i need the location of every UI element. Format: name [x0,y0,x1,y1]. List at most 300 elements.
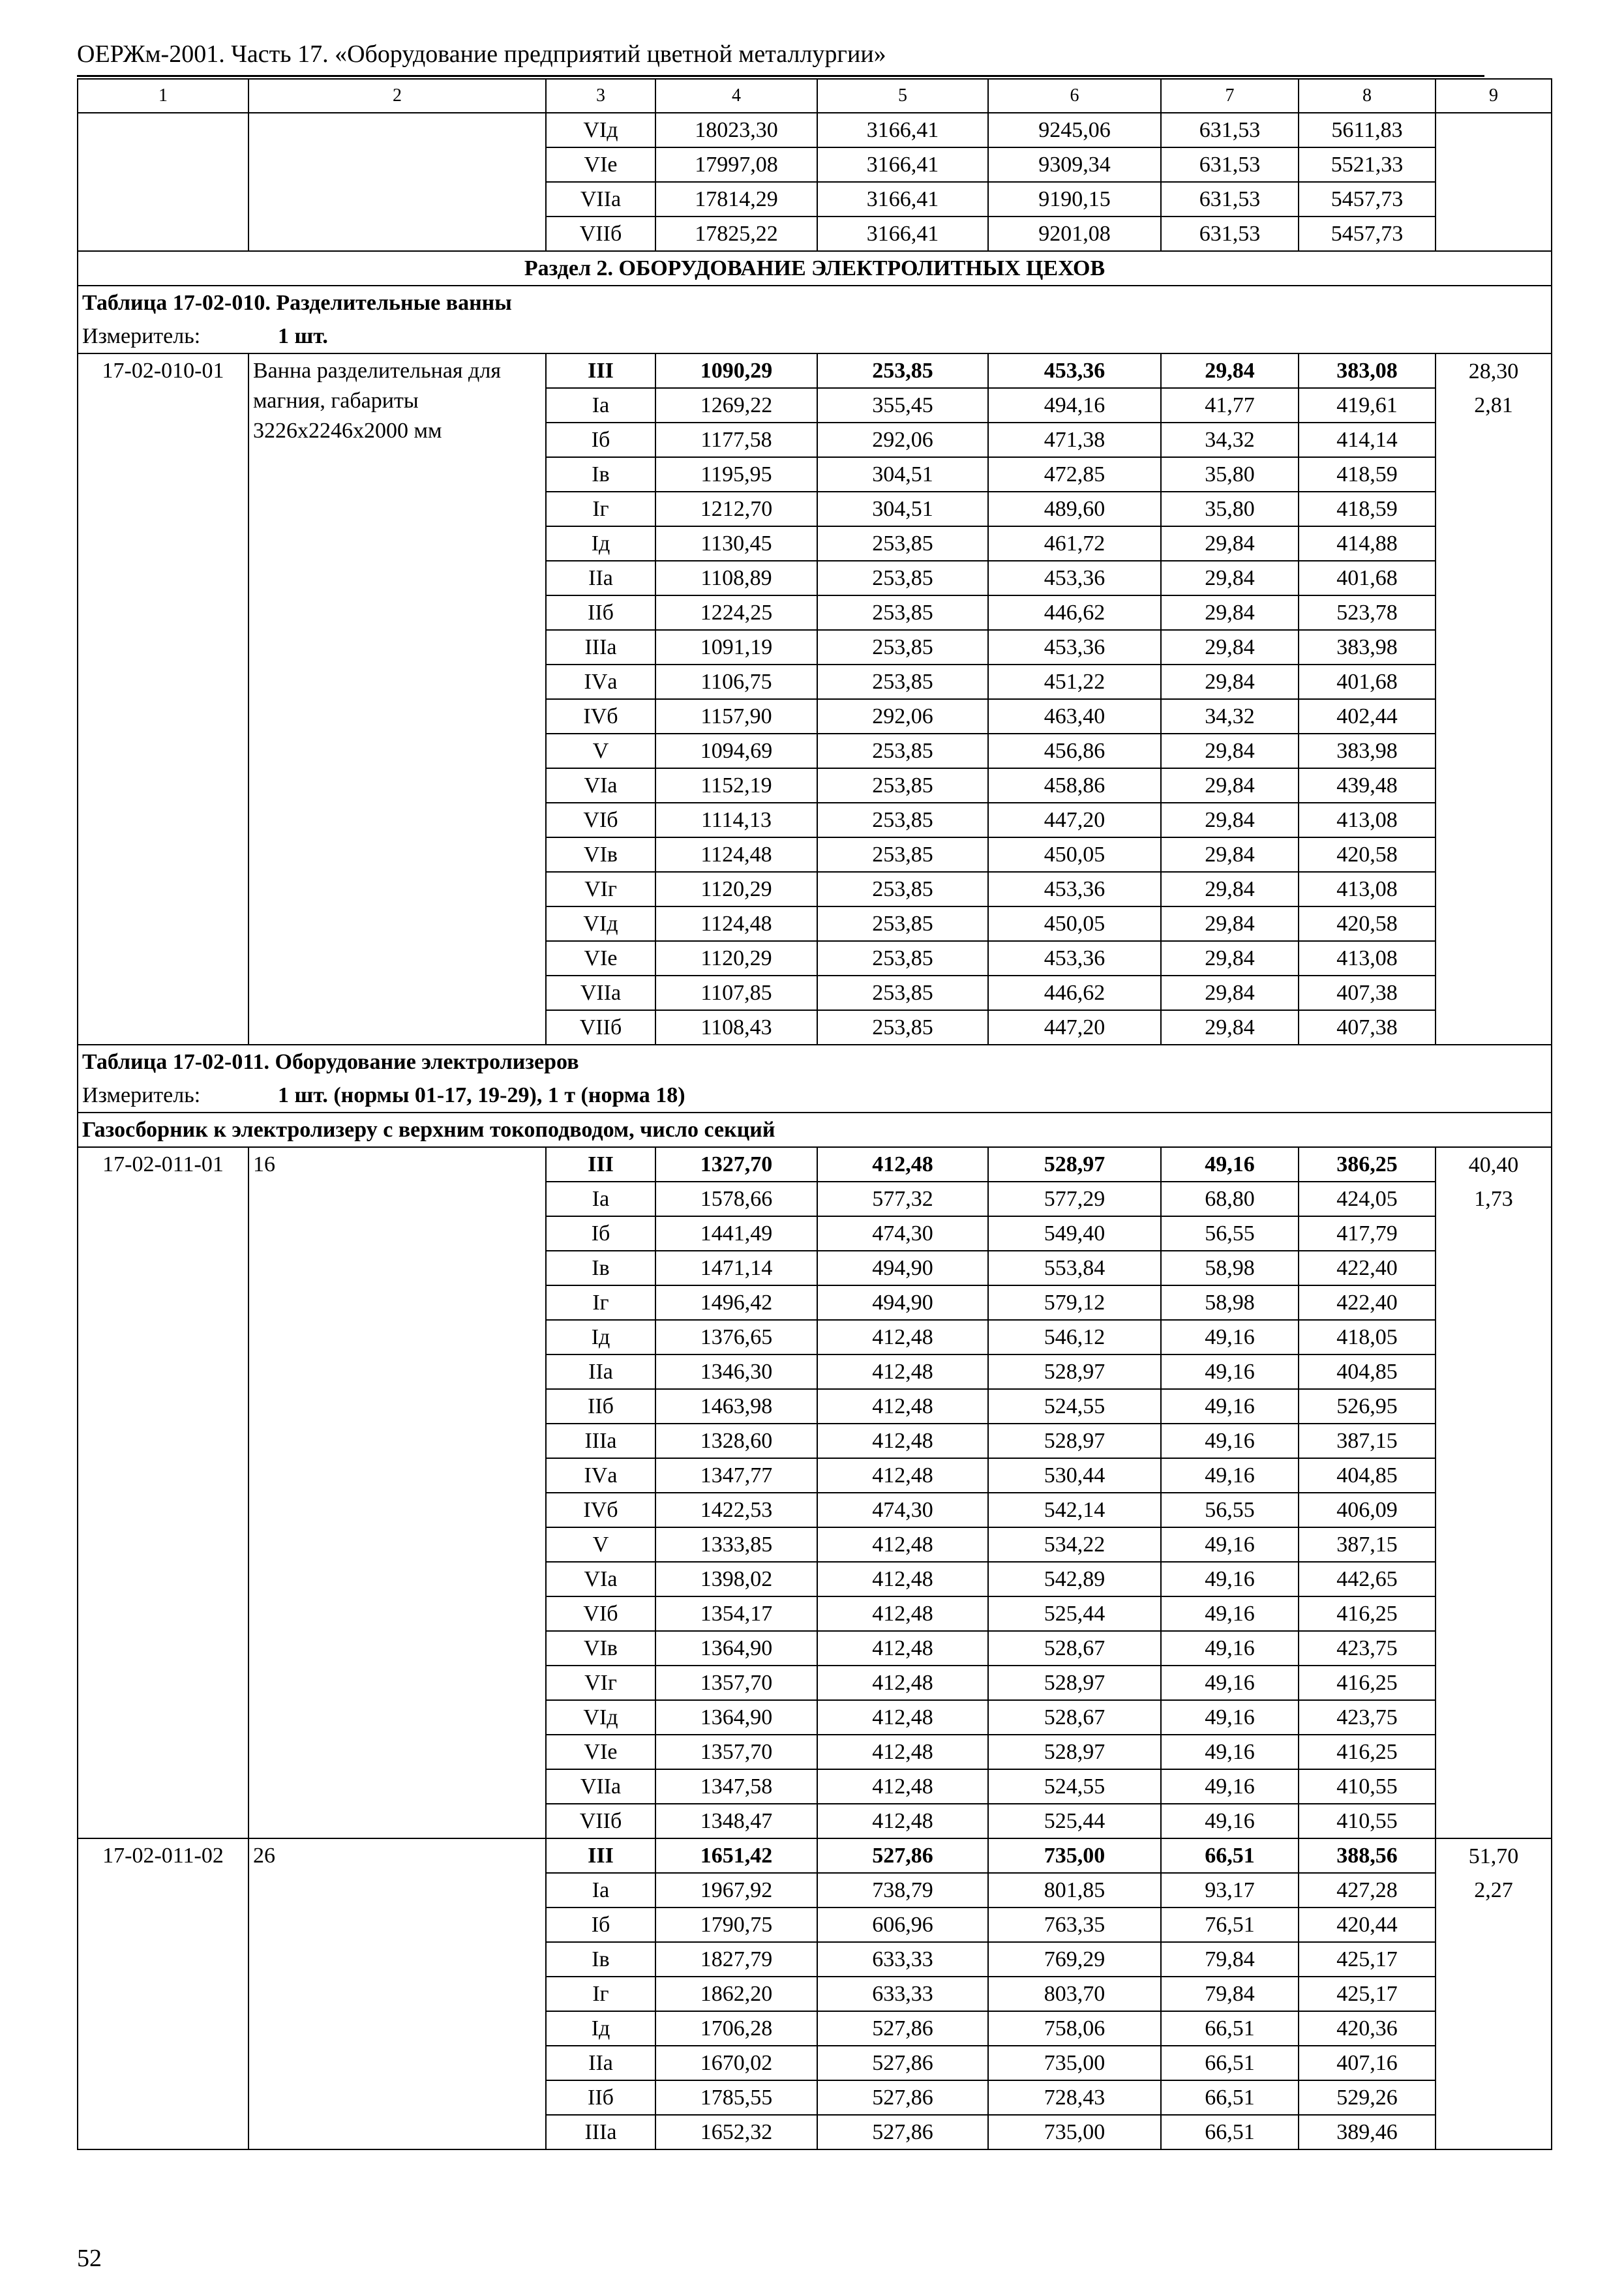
value-cell: 387,15 [1299,1424,1436,1458]
value-cell: 49,16 [1161,1389,1299,1424]
value-cell: 9190,15 [988,182,1161,217]
value-cell: 253,85 [817,595,988,630]
column-number: 1 [78,79,248,113]
value-cell: 633,33 [817,1942,988,1977]
zone-cell: IIIа [546,630,655,665]
value-cell: 29,84 [1161,561,1299,595]
zone-cell: VIе [546,941,655,976]
value-cell: 1157,90 [655,699,817,734]
column-number: 7 [1161,79,1299,113]
value-cell: 34,32 [1161,423,1299,457]
zone-cell: Iб [546,1908,655,1942]
value-cell: 5521,33 [1299,147,1436,182]
extra-value-cell [1436,1285,1552,1320]
norm-code: 17-02-011-01 [78,1147,248,1838]
value-cell: 1790,75 [655,1908,817,1942]
value-cell: 494,16 [988,388,1161,423]
value-cell: 3166,41 [817,113,988,147]
value-cell: 253,85 [817,837,988,872]
value-cell: 420,44 [1299,1908,1436,1942]
value-cell: 17814,29 [655,182,817,217]
value-cell: 427,28 [1299,1873,1436,1908]
extra-value-cell [1436,1804,1552,1838]
value-cell: 304,51 [817,457,988,492]
value-cell: 738,79 [817,1873,988,1908]
value-cell: 418,05 [1299,1320,1436,1354]
group-title-row [78,1113,1552,1147]
zone-cell: Iд [546,2011,655,2046]
value-cell: 801,85 [988,1873,1161,1908]
value-cell: 253,85 [817,561,988,595]
value-cell: 1152,19 [655,768,817,803]
zone-cell: VIв [546,837,655,872]
extra-value-cell [1436,1010,1552,1045]
value-cell: 401,68 [1299,561,1436,595]
value-cell: 1496,42 [655,1285,817,1320]
value-cell: 3166,41 [817,217,988,251]
value-cell: 474,30 [817,1216,988,1251]
value-cell: 18023,30 [655,113,817,147]
value-cell: 9201,08 [988,217,1161,251]
zone-cell: Iа [546,388,655,423]
value-cell: 49,16 [1161,1354,1299,1389]
value-cell: 1108,89 [655,561,817,595]
value-cell: 577,32 [817,1182,988,1216]
zone-cell: IIIа [546,2115,655,2149]
value-cell: 383,98 [1299,630,1436,665]
extra-value-cell [1436,595,1552,630]
group-title: Газосборник к электролизеру с верхним токоподводом, число секций [78,1113,1552,1147]
extra-value-cell [1436,423,1552,457]
value-cell: 253,85 [817,906,988,941]
value-cell: 292,06 [817,699,988,734]
zone-cell: VIIб [546,1010,655,1045]
value-cell: 525,44 [988,1804,1161,1838]
value-cell: 447,20 [988,1010,1161,1045]
zone-cell: III [546,353,655,388]
value-cell: 579,12 [988,1285,1161,1320]
value-cell: 735,00 [988,2115,1161,2149]
measure-value: 1 шт. (нормы 01-17, 19-29), 1 т (норма 18) [278,1083,685,1107]
zone-cell: V [546,734,655,768]
zone-cell: VIб [546,803,655,837]
value-cell: 29,84 [1161,665,1299,699]
zone-cell: VIIа [546,1769,655,1804]
zone-cell: VIд [546,113,655,147]
value-cell: 524,55 [988,1389,1161,1424]
extra-value-cell: 1,73 [1436,1182,1552,1216]
value-cell: 1195,95 [655,457,817,492]
extra-value-cell [1436,1908,1552,1942]
extra-value-cell: 28,30 [1436,353,1552,388]
value-cell: 1106,75 [655,665,817,699]
norm-name: 16 [248,1147,546,1838]
value-cell: 29,84 [1161,941,1299,976]
value-cell: 450,05 [988,906,1161,941]
zone-cell: VIIб [546,217,655,251]
value-cell: 489,60 [988,492,1161,526]
value-cell: 253,85 [817,941,988,976]
value-cell: 49,16 [1161,1769,1299,1804]
column-number: 3 [546,79,655,113]
running-header: ОЕРЖм-2001. Часть 17. «Оборудование предприятий цветной металлургии» [77,40,886,68]
table-title: Таблица 17-02-010. Разделительные ванны [78,286,1552,320]
value-cell: 58,98 [1161,1285,1299,1320]
value-cell: 5457,73 [1299,182,1436,217]
value-cell: 446,62 [988,595,1161,630]
value-cell: 453,36 [988,941,1161,976]
value-cell: 524,55 [988,1769,1161,1804]
value-cell: 1364,90 [655,1700,817,1735]
norms-table [77,78,1552,2150]
table-title-row [78,1045,1552,1079]
value-cell: 631,53 [1161,217,1299,251]
zone-cell: IVб [546,699,655,734]
value-cell: 1333,85 [655,1527,817,1562]
value-cell: 461,72 [988,526,1161,561]
value-cell: 5457,73 [1299,217,1436,251]
value-cell: 1120,29 [655,941,817,976]
value-cell: 631,53 [1161,113,1299,147]
zone-cell: Iг [546,1285,655,1320]
extra-value-cell [1436,1320,1552,1354]
value-cell: 463,40 [988,699,1161,734]
zone-cell: VIд [546,906,655,941]
value-cell: 453,36 [988,353,1161,388]
column-number: 6 [988,79,1161,113]
zone-cell: VIа [546,1562,655,1596]
value-cell: 528,67 [988,1700,1161,1735]
value-cell: 553,84 [988,1251,1161,1285]
value-cell: 1269,22 [655,388,817,423]
value-cell: 1327,70 [655,1147,817,1182]
extra-value-cell [1436,941,1552,976]
value-cell: 422,40 [1299,1285,1436,1320]
norm-code [78,113,248,251]
zone-cell: IVб [546,1493,655,1527]
table-title-row [78,286,1552,320]
value-cell: 253,85 [817,353,988,388]
value-cell: 530,44 [988,1458,1161,1493]
value-cell: 416,25 [1299,1666,1436,1700]
value-cell: 1376,65 [655,1320,817,1354]
extra-value-cell [1436,113,1552,147]
value-cell: 528,67 [988,1631,1161,1666]
extra-value-cell: 51,70 [1436,1838,1552,1873]
value-cell: 29,84 [1161,353,1299,388]
value-cell: 453,36 [988,630,1161,665]
value-cell: 527,86 [817,2011,988,2046]
zone-cell: IIб [546,595,655,630]
value-cell: 528,97 [988,1354,1161,1389]
zone-cell: VIг [546,872,655,906]
value-cell: 1346,30 [655,1354,817,1389]
column-number: 8 [1299,79,1436,113]
value-cell: 420,36 [1299,2011,1436,2046]
value-cell: 49,16 [1161,1147,1299,1182]
value-cell: 49,16 [1161,1700,1299,1735]
extra-value-cell [1436,492,1552,526]
value-cell: 420,58 [1299,906,1436,941]
value-cell: 304,51 [817,492,988,526]
value-cell: 29,84 [1161,803,1299,837]
column-number: 9 [1436,79,1552,113]
value-cell: 386,25 [1299,1147,1436,1182]
value-cell: 763,35 [988,1908,1161,1942]
value-cell: 407,16 [1299,2046,1436,2080]
value-cell: 412,48 [817,1424,988,1458]
table-row [78,353,1552,388]
value-cell: 253,85 [817,630,988,665]
value-cell: 439,48 [1299,768,1436,803]
value-cell: 66,51 [1161,1838,1299,1873]
value-cell: 1422,53 [655,1493,817,1527]
value-cell: 769,29 [988,1942,1161,1977]
value-cell: 29,84 [1161,595,1299,630]
value-cell: 631,53 [1161,147,1299,182]
value-cell: 631,53 [1161,182,1299,217]
zone-cell: V [546,1527,655,1562]
value-cell: 9245,06 [988,113,1161,147]
value-cell: 1463,98 [655,1389,817,1424]
value-cell: 389,46 [1299,2115,1436,2149]
header-rule [77,75,1484,77]
zone-cell: Iа [546,1873,655,1908]
value-cell: 66,51 [1161,2115,1299,2149]
extra-value-cell [1436,561,1552,595]
extra-value-cell [1436,1977,1552,2011]
norm-name: Ванна разделительная для магния, габариты 3226х2246х2000 мм [248,353,546,1045]
measure-cell [78,1079,1552,1113]
value-cell: 442,65 [1299,1562,1436,1596]
value-cell: 1651,42 [655,1838,817,1873]
extra-value-cell [1436,182,1552,217]
value-cell: 525,44 [988,1596,1161,1631]
extra-value-cell [1436,1527,1552,1562]
value-cell: 49,16 [1161,1596,1299,1631]
value-cell: 413,08 [1299,803,1436,837]
value-cell: 388,56 [1299,1838,1436,1873]
zone-cell: VIв [546,1631,655,1666]
zone-cell: Iд [546,1320,655,1354]
value-cell: 420,58 [1299,837,1436,872]
extra-value-cell [1436,1735,1552,1769]
value-cell: 417,79 [1299,1216,1436,1251]
extra-value-cell [1436,976,1552,1010]
value-cell: 758,06 [988,2011,1161,2046]
value-cell: 422,40 [1299,1251,1436,1285]
value-cell: 58,98 [1161,1251,1299,1285]
measure-row [78,1079,1552,1113]
norm-code: 17-02-010-01 [78,353,248,1045]
value-cell: 412,48 [817,1147,988,1182]
value-cell: 76,51 [1161,1908,1299,1942]
value-cell: 1108,43 [655,1010,817,1045]
value-cell: 453,36 [988,872,1161,906]
value-cell: 412,48 [817,1562,988,1596]
value-cell: 66,51 [1161,2046,1299,2080]
value-cell: 527,86 [817,2046,988,2080]
value-cell: 423,75 [1299,1700,1436,1735]
value-cell: 34,32 [1161,699,1299,734]
zone-cell: Iв [546,457,655,492]
extra-value-cell [1436,1666,1552,1700]
value-cell: 413,08 [1299,872,1436,906]
value-cell: 414,88 [1299,526,1436,561]
value-cell: 577,29 [988,1182,1161,1216]
extra-value-cell [1436,1389,1552,1424]
extra-value-cell [1436,1493,1552,1527]
zone-cell: III [546,1838,655,1873]
extra-value-cell [1436,1769,1552,1804]
value-cell: 735,00 [988,2046,1161,2080]
zone-cell: VIIа [546,182,655,217]
value-cell: 68,80 [1161,1182,1299,1216]
value-cell: 29,84 [1161,734,1299,768]
norm-code: 17-02-011-02 [78,1838,248,2149]
value-cell: 1578,66 [655,1182,817,1216]
value-cell: 412,48 [817,1631,988,1666]
value-cell: 413,08 [1299,941,1436,976]
value-cell: 728,43 [988,2080,1161,2115]
value-cell: 451,22 [988,665,1161,699]
value-cell: 404,85 [1299,1458,1436,1493]
zone-cell: IIб [546,2080,655,2115]
extra-value-cell [1436,665,1552,699]
column-number: 4 [655,79,817,113]
extra-value-cell [1436,734,1552,768]
value-cell: 412,48 [817,1596,988,1631]
value-cell: 1652,32 [655,2115,817,2149]
value-cell: 1967,92 [655,1873,817,1908]
measure-cell [78,320,1552,353]
zone-cell: VIг [546,1666,655,1700]
value-cell: 253,85 [817,768,988,803]
value-cell: 549,40 [988,1216,1161,1251]
value-cell: 528,97 [988,1147,1161,1182]
page-number: 52 [77,2245,102,2272]
value-cell: 419,61 [1299,388,1436,423]
column-number: 2 [248,79,546,113]
extra-value-cell [1436,1596,1552,1631]
extra-value-cell [1436,1562,1552,1596]
value-cell: 546,12 [988,1320,1161,1354]
value-cell: 66,51 [1161,2011,1299,2046]
value-cell: 412,48 [817,1666,988,1700]
zone-cell: Iб [546,1216,655,1251]
value-cell: 253,85 [817,976,988,1010]
value-cell: 542,14 [988,1493,1161,1527]
value-cell: 35,80 [1161,492,1299,526]
zone-cell: III [546,1147,655,1182]
value-cell: 527,86 [817,1838,988,1873]
value-cell: 412,48 [817,1700,988,1735]
extra-value-cell [1436,837,1552,872]
extra-value-cell [1436,1942,1552,1977]
value-cell: 29,84 [1161,768,1299,803]
zone-cell: VIа [546,768,655,803]
value-cell: 1706,28 [655,2011,817,2046]
value-cell: 17997,08 [655,147,817,182]
value-cell: 1471,14 [655,1251,817,1285]
value-cell: 494,90 [817,1285,988,1320]
value-cell: 412,48 [817,1458,988,1493]
value-cell: 49,16 [1161,1424,1299,1458]
value-cell: 458,86 [988,768,1161,803]
column-number-row [78,79,1552,113]
value-cell: 404,85 [1299,1354,1436,1389]
value-cell: 49,16 [1161,1631,1299,1666]
extra-value-cell [1436,1700,1552,1735]
value-cell: 406,09 [1299,1493,1436,1527]
value-cell: 41,77 [1161,388,1299,423]
extra-value-cell [1436,457,1552,492]
value-cell: 1785,55 [655,2080,817,2115]
value-cell: 803,70 [988,1977,1161,2011]
value-cell: 383,98 [1299,734,1436,768]
value-cell: 450,05 [988,837,1161,872]
value-cell: 1827,79 [655,1942,817,1977]
extra-value-cell [1436,147,1552,182]
extra-value-cell [1436,906,1552,941]
zone-cell: IIIа [546,1424,655,1458]
value-cell: 425,17 [1299,1977,1436,2011]
norm-name [248,113,546,251]
value-cell: 49,16 [1161,1804,1299,1838]
extra-value-cell [1436,1424,1552,1458]
extra-value-cell: 40,40 [1436,1147,1552,1182]
value-cell: 387,15 [1299,1527,1436,1562]
value-cell: 66,51 [1161,2080,1299,2115]
value-cell: 424,05 [1299,1182,1436,1216]
zone-cell: IIа [546,561,655,595]
value-cell: 17825,22 [655,217,817,251]
value-cell: 412,48 [817,1804,988,1838]
value-cell: 527,86 [817,2080,988,2115]
value-cell: 1124,48 [655,837,817,872]
extra-value-cell [1436,2011,1552,2046]
value-cell: 29,84 [1161,630,1299,665]
value-cell: 606,96 [817,1908,988,1942]
value-cell: 474,30 [817,1493,988,1527]
value-cell: 292,06 [817,423,988,457]
value-cell: 29,84 [1161,526,1299,561]
value-cell: 402,44 [1299,699,1436,734]
zone-cell: VIIа [546,976,655,1010]
value-cell: 526,95 [1299,1389,1436,1424]
value-cell: 253,85 [817,526,988,561]
value-cell: 1114,13 [655,803,817,837]
value-cell: 1441,49 [655,1216,817,1251]
value-cell: 1130,45 [655,526,817,561]
value-cell: 453,36 [988,561,1161,595]
value-cell: 29,84 [1161,837,1299,872]
value-cell: 79,84 [1161,1942,1299,1977]
zone-cell: IIа [546,2046,655,2080]
value-cell: 523,78 [1299,595,1436,630]
table-row [78,113,1552,147]
extra-value-cell [1436,2115,1552,2149]
value-cell: 528,97 [988,1666,1161,1700]
value-cell: 1357,70 [655,1735,817,1769]
extra-value-cell [1436,699,1552,734]
value-cell: 1094,69 [655,734,817,768]
value-cell: 412,48 [817,1735,988,1769]
table-row [78,1838,1552,1873]
zone-cell: Iв [546,1942,655,1977]
value-cell: 418,59 [1299,457,1436,492]
value-cell: 3166,41 [817,182,988,217]
